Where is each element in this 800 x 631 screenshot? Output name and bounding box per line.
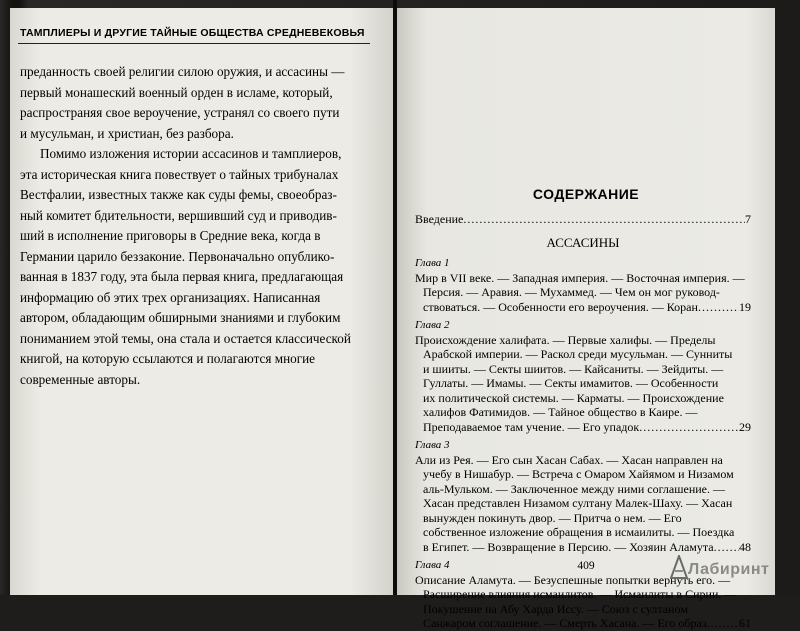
toc-entry-text: Арабской империи. — Раскол среди мусульман. — Сунниты (423, 347, 733, 361)
body-text-line: первый монашеский военный орден в исламе, который, (20, 84, 333, 100)
toc-entry-text: Али из Рея. — Его сын Хасан Сабах. — Хасан направлен на (415, 452, 723, 467)
toc-entry-text: Санжаром соглашение. — Смерть Хасана. — Его образ (423, 616, 707, 630)
toc-entry-line (415, 511, 751, 526)
body-text-line: ший в исполнение приговоры в Средние века, когда в (20, 228, 321, 243)
toc-entry-line (415, 467, 751, 482)
body-text-line: Германии царило беззаконие. Первоначально опублико- (20, 248, 335, 264)
chapter-label: Глава 4 (415, 559, 450, 571)
toc-entry-page: 29 (739, 419, 751, 434)
toc-entry-text: вынужден покинуть двор. — Притча о нем. — Его (423, 510, 682, 525)
toc-entry-text: Хасан представлен Низамом султану Малек-Шаху. — Хасан (423, 496, 733, 510)
toc-entry-page: 19 (739, 299, 751, 314)
toc-leader-dots (463, 212, 745, 227)
toc-leader-dots (714, 540, 739, 555)
body-text-line: автором, обладающим обширными знаниями и глубоким (20, 310, 341, 325)
left-body-text (20, 62, 360, 390)
toc-entry-text: собственное изложение обращения в исмаилиты. — Поездка (423, 525, 735, 539)
toc-entry-text: Персия. — Аравия. — Мухаммед. — Чем он мог руковод- (423, 285, 720, 299)
toc-entry-text: Происхождение халифата. — Первые халифы. — Пределы (415, 332, 716, 347)
watermark-stamp: Лабиринт (688, 561, 770, 578)
toc-entry-text: Описание Аламута. — Безуспешные попытки вернуть его. — (415, 572, 731, 587)
body-text-line: эта историческая книга повествует о тайных трибуналах (20, 166, 339, 182)
toc-leader-dots (698, 300, 739, 315)
toc-entry-text: Гуллаты. — Имамы. — Секты имамитов. — Особенности (423, 376, 719, 390)
body-text-line: Помимо изложения истории ассасинов и тамплиеров, (40, 146, 342, 161)
toc-entry-text: аль-Мульком. — Заключенное между ними соглашение. — (423, 481, 725, 496)
toc-entry-text: в Египет. — Возвращение в Персию. — Хозяин Аламута (423, 539, 714, 554)
chapter-label: Глава 2 (415, 319, 450, 331)
toc-entry-text: их политической системы. — Карматы. — Происхождение (423, 390, 724, 405)
toc-entry-line (415, 362, 751, 377)
toc-entry-text: халифов Фатимидов. — Тайное общество в Каире. — (423, 405, 698, 419)
toc-entry-text: и шииты. — Секты шиитов. — Кайсаниты. — Зейдиты. — (423, 361, 724, 376)
chapter-label: Глава 3 (415, 439, 450, 451)
toc-entry-label: Введение (415, 212, 464, 226)
body-text-line: ный комитет бдительности, вершивший суд и приводив- (20, 207, 337, 223)
toc-entry-page: 61 (739, 616, 751, 630)
body-text-line: преданность своей религии силою оружия, и ассасины — (20, 64, 345, 79)
body-text-line: распространяя свое вероучение, устранял со своего пути (20, 105, 340, 120)
toc-entry-page: 7 (745, 212, 751, 226)
body-text-line: ванная в 1837 году, эта была первая книга, предлагающая (20, 269, 344, 284)
body-text-line: Вестфалии, известных также как суды фемы, своеобраз- (20, 187, 337, 202)
toc-entry-last-line (415, 540, 751, 555)
toc-entry-line (415, 453, 751, 468)
toc-entry-line (415, 271, 751, 286)
toc-entry-page: 48 (739, 539, 751, 554)
toc-entry-intro (415, 212, 751, 227)
body-text-line: информацию об этих трех организациях. Написанная (20, 289, 321, 305)
toc-entry-line (415, 376, 751, 391)
toc-entry-line (415, 347, 751, 362)
toc-entry-last-line (415, 616, 751, 631)
toc-entry-text: Мир в VII веке. — Западная империя. — Восточная империя. — (415, 270, 745, 285)
body-text-line: и мусульман, и христиан, без разбора. (20, 125, 234, 141)
toc-leader-dots (707, 616, 739, 631)
toc-entry-text: Преподаваемое там учение. — Его упадок (423, 419, 640, 434)
toc-leader-dots (639, 420, 739, 435)
toc-title: СОДЕРЖАНИЕ (532, 186, 640, 202)
toc-entry-line (415, 333, 751, 348)
body-text-line: современные авторы. (20, 371, 141, 387)
toc-entry-line (415, 602, 751, 617)
toc-entry-last-line (415, 300, 751, 315)
toc-entry-text: Расширение влияния исмаилитов. — Исмаилиты в Сирии. — (423, 587, 737, 601)
toc-entry-text: учебу в Нишабур. — Встреча с Омаром Хайямом и Низамом (423, 467, 734, 481)
toc-entry-line (415, 525, 751, 540)
part-title: АССАСИНЫ (546, 234, 620, 250)
toc-entry-line (415, 391, 751, 406)
labirint-logo-icon (670, 555, 688, 579)
toc-entry-line (415, 482, 751, 497)
page-number: 409 (577, 560, 595, 572)
header-rule (18, 43, 370, 44)
toc-entry-line (415, 496, 751, 511)
body-text-line: книгой, на которую ссылаются и полагаются многие (20, 351, 316, 366)
toc-entry-last-line (415, 420, 751, 435)
chapter-label: Глава 1 (415, 257, 450, 269)
running-head: ТАМПЛИЕРЫ И ДРУГИЕ ТАЙНЫЕ ОБЩЕСТВА СРЕДНЕВЕКОВЬЯ (20, 27, 365, 39)
toc-entry-line (415, 405, 751, 420)
toc-entry-text: Покушение на Абу Харда Иссу. — Союз с султаном (423, 601, 688, 616)
toc-entry-line (415, 587, 751, 602)
toc-entry-line (415, 285, 751, 300)
toc-entry-text: ствоваться. — Особенности его вероучения. — Коран (423, 299, 698, 314)
body-text-line: пониманием этой темы, она стала и остается классической (20, 330, 351, 346)
